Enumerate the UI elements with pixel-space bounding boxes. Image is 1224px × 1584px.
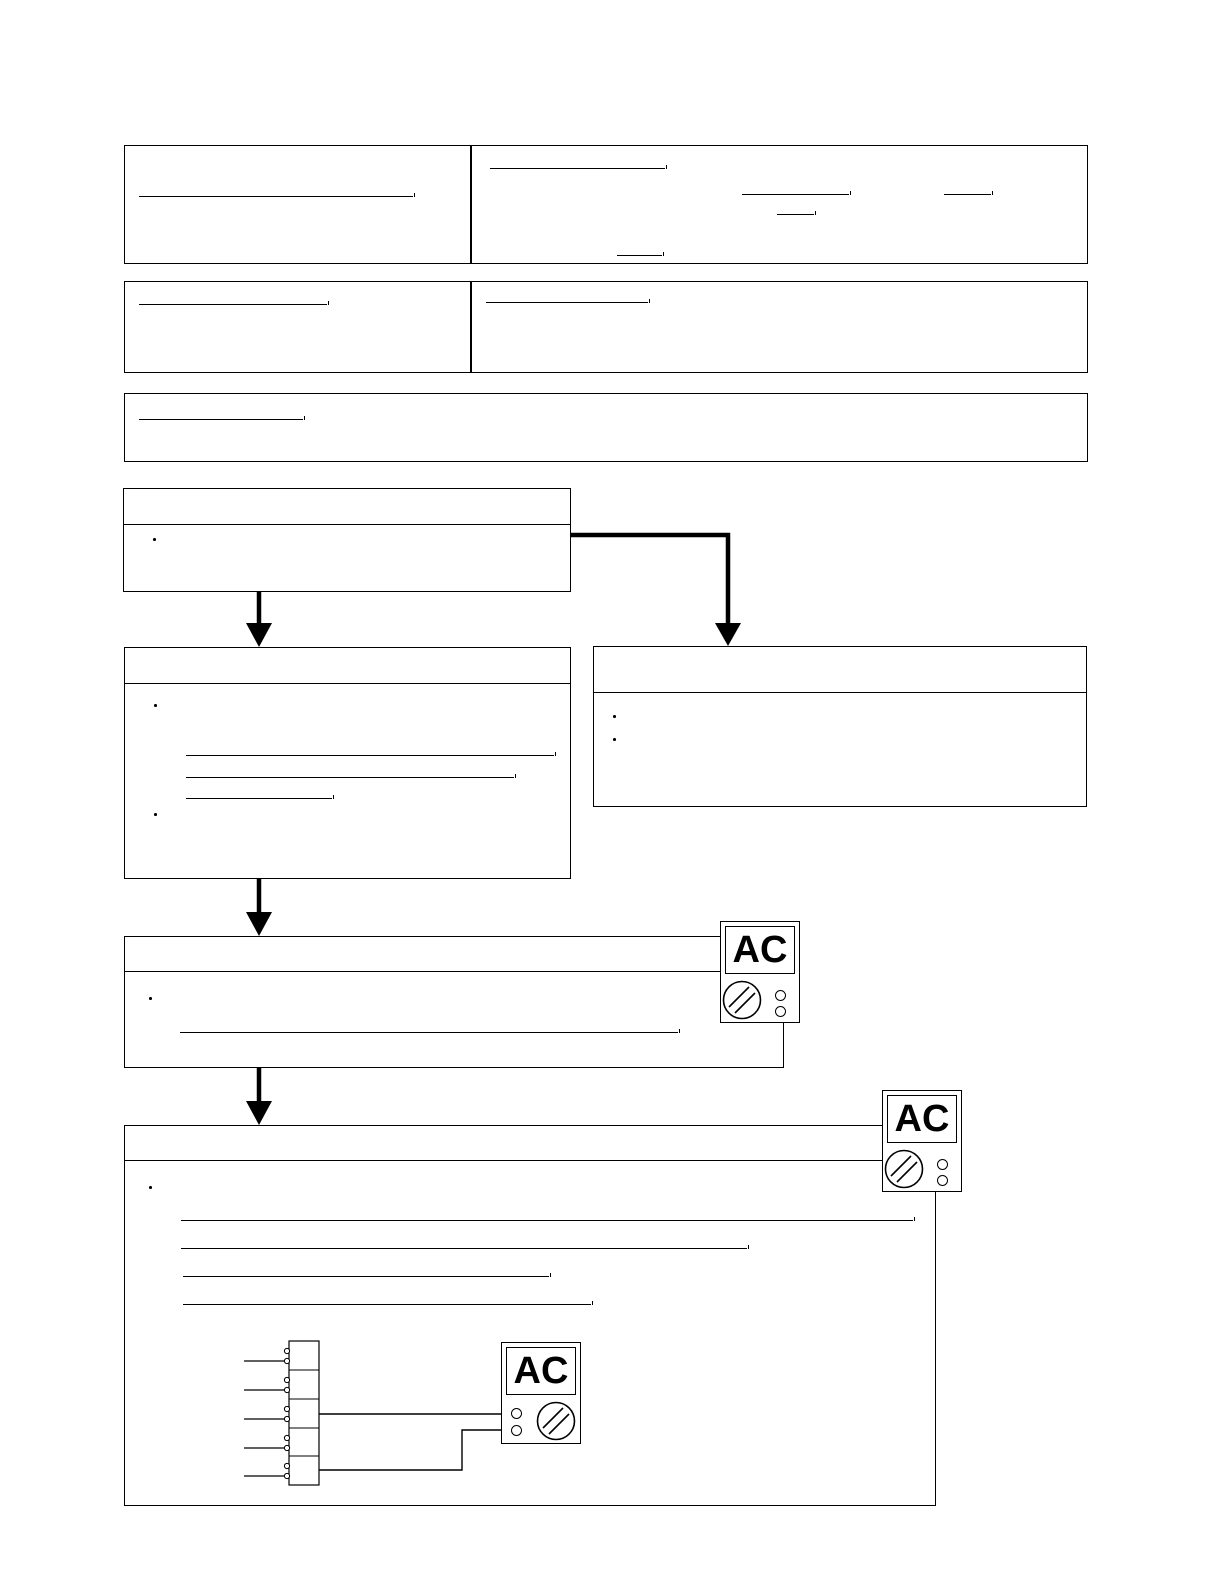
terminal-connector (289, 1341, 319, 1485)
jack-icon (937, 1159, 948, 1170)
arrow-step1-to-step2-right-shaft (571, 535, 728, 624)
arrow-step1-to-step2-left-head (246, 623, 272, 647)
rotary-dial-icon (722, 980, 762, 1020)
ac-meter-1-display: AC (725, 926, 795, 974)
jack-icon (937, 1175, 948, 1186)
test-lead-2 (319, 1430, 511, 1470)
jack-icon (775, 990, 786, 1001)
jack-icon (775, 1006, 786, 1017)
connector-pins (244, 1348, 290, 1478)
arrow-step2-to-step3-head (246, 912, 272, 936)
ac-meter-1 (720, 921, 800, 1023)
arrow-step3-to-step4-head (246, 1101, 272, 1125)
rotary-dial-icon (536, 1401, 576, 1441)
jack-icon (511, 1425, 522, 1436)
ac-meter-3-display: AC (506, 1347, 576, 1395)
arrow-step1-to-step2-right-head (715, 623, 741, 646)
ac-meter-2-display: AC (887, 1095, 957, 1143)
ac-meter-3 (501, 1342, 581, 1444)
jack-icon (511, 1408, 522, 1419)
rotary-dial-icon (884, 1149, 924, 1189)
ac-meter-2 (882, 1090, 962, 1192)
